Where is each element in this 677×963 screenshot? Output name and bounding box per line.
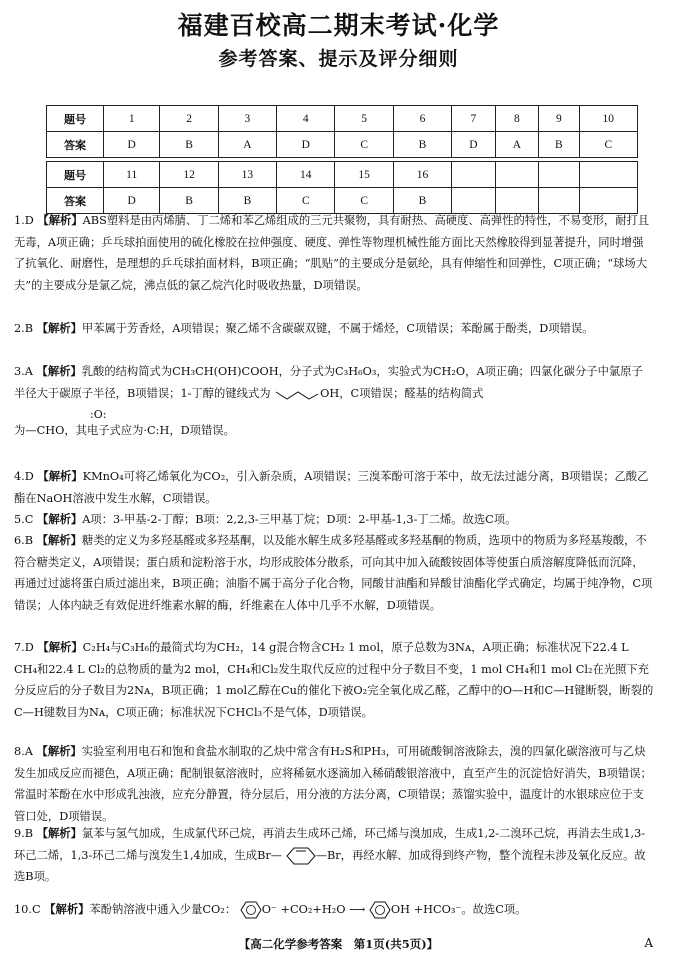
item-text: KMnO₄可将乙烯氧化为CO₂，引入新杂质，A项错误；三溴苯酚可溶于苯中，故无法过滤分离，B项错误；乙酸乙酯在NaOH溶液中发生水解，C项错误。	[14, 470, 649, 505]
answer-table	[46, 105, 638, 214]
item-number: 7.D	[14, 641, 34, 654]
benzene-ring-icon	[240, 900, 262, 920]
table-cell	[579, 162, 637, 188]
item-text: 苯酚钠溶液中通入少量CO₂：	[89, 903, 237, 916]
cyclohexadiene-ring-icon	[286, 846, 316, 866]
table-cell: C	[277, 188, 335, 214]
table-cell	[452, 162, 495, 188]
answer-explanation-5	[14, 509, 654, 531]
table-cell: D	[104, 188, 160, 214]
table-cell: D	[104, 132, 160, 158]
table-cell: 4	[277, 106, 335, 132]
item-number: 5.C	[14, 513, 34, 526]
benzene-ring-icon	[369, 900, 391, 920]
table-cell: 3	[218, 106, 276, 132]
item-number: 9.B	[14, 827, 34, 840]
table-cell: 5	[335, 106, 393, 132]
item-label: 【解析】	[36, 826, 82, 840]
table-row	[47, 106, 638, 132]
table-cell: C	[579, 132, 637, 158]
item-text: ABS塑料是由丙烯腈、丁二烯和苯乙烯组成的三元共聚物，具有耐热、高硬度、高弹性的特性，不易变形，耐打且无毒，A项正确；乒乓球拍面使用的硫化橡胶在拉伸强度、硬度、弹性等物理机械性能方面比天然橡胶得到显著提升，同时增强了抗氧化、耐磨性，是理想的乒乓球拍面材料，B项正确；“肌贴”的主要成分是氨纶，具有伸缩性和回弹性，C项正确；“球场大夫”的主要成分是氯乙烷，沸点低的氯乙烷汽化时吸收热量，D项错误。	[14, 214, 650, 292]
table-cell: 14	[277, 162, 335, 188]
table-cell: 6	[393, 106, 451, 132]
answer-explanation-9	[14, 823, 654, 888]
row-label: 题号	[47, 106, 104, 132]
answer-explanation-3	[14, 361, 654, 442]
item-number: 2.B	[14, 322, 34, 335]
table-cell: 1	[104, 106, 160, 132]
item-text: 糖类的定义为多羟基醛或多羟基酮，以及能水解生成多羟基醛或多羟基酮的物质，选项中的物质为多羟基羧酸，不符合糖类定义，A项错误；蛋白质和淀粉溶于水，均形成胶体分散系，可向其中加入硫酸铵固体等使蛋白质溶解度降低而沉降，再通过过滤将蛋白质过滤出来，B项正确；油脂不属于高分子化合物，同酸甘油酯和异酸甘油酯化学式确定，均属于纯净物，C项错误；人体内缺乏有效促进纤维素水解的酶，纤维素在人体中几乎不水解，D项错误。	[14, 534, 653, 612]
item-number: 3.A	[14, 365, 33, 378]
table-row	[47, 162, 638, 188]
table-cell: 16	[393, 162, 451, 188]
table-cell: 11	[104, 162, 160, 188]
item-text: 氯苯与氢气加成，生成氯代环己烷，再消去生成环己烯，环己烯与溴加成，生成1,2-二溴环己烷，再消去生成1,3-环己二烯，1,3-环己二烯与溴发生1,4加成，生成Br—	[14, 827, 646, 862]
answer-explanation-4	[14, 466, 654, 509]
item-text: OH，C项错误；醛基的结构简式	[320, 386, 484, 400]
answer-explanation-2	[14, 318, 654, 340]
item-text: A项：3-甲基-2-丁醇；B项：2,2,3-三甲基丁烷；D项：2-甲基-1,3-丁二烯。故选C项。	[82, 513, 517, 526]
item-text: —Br，再经水解、加成得到终产物，整个流程未涉及氧化反应。故选B项。	[14, 848, 646, 883]
answer-explanation-10	[14, 899, 654, 921]
item-text: OH +HCO₃⁻。故选C项。	[390, 903, 527, 916]
answer-explanation-7	[14, 637, 654, 723]
electron-formula-line	[14, 420, 654, 442]
item-number: 8.A	[14, 745, 33, 758]
item-text: 实验室利用电石和饱和食盐水制取的乙炔中常含有H₂S和PH₃，可用硫酸铜溶液除去，溴的四氯化碳溶液可与乙炔发生加成反应而褪色，A项正确；配制银氨溶液时，应将稀氨水逐滴加入稀硝酸银溶液中，直至产生的沉淀恰好消失，B项错误；常温时苯酚在水中形成乳浊液，应充分静置，待分层后，用分液的方法分离，C项错误；蒸馏实验中，温度计的水银球应位于支管口处，D项错误。	[14, 745, 652, 823]
item-label: 【解析】	[37, 469, 83, 483]
answer-explanation-8	[14, 741, 654, 827]
table-cell: C	[335, 132, 393, 158]
item-label: 【解析】	[36, 321, 82, 335]
table-cell: B	[160, 132, 218, 158]
item-number: 4.D	[14, 470, 34, 483]
table-cell: B	[539, 132, 579, 158]
item-text: 为—CHO，其电子式应为·C:H，D项错误。	[14, 424, 235, 437]
table-cell: D	[277, 132, 335, 158]
answer-explanation-1	[14, 210, 654, 296]
item-text: O⁻ +CO₂+H₂O ⟶	[261, 903, 366, 916]
item-text: C₂H₄与C₃H₆的最简式均为CH₂，14 g混合物含CH₂ 1 mol，原子总数为3Nᴀ，A项正确；标准状况下22.4 L CH₄和22.4 L Cl₂的总物质的量为2 mol，CH₄和Cl₂发生取代反应的过程中分子数目不变，1 mol CH₄和1 mol Cl₂在光照下充分反应后的分子数目为2Nᴀ，B项正确；1 mol乙醇在Cu的催化下被O₂完全氧化成乙醛，乙醇中的O—H和C—H键断裂，断裂的C—H键数目为Nᴀ，C项正确；标准状况下CHCl₃不是气体，D项错误。	[14, 641, 654, 719]
table-cell: A	[495, 132, 538, 158]
item-label: 【解析】	[36, 744, 82, 758]
electron-dots: :O:	[90, 408, 107, 421]
table-cell: B	[160, 188, 218, 214]
table-cell: 8	[495, 106, 538, 132]
table-cell: B	[393, 132, 451, 158]
item-label: 【解析】	[36, 364, 82, 378]
item-label: 【解析】	[37, 640, 83, 654]
table-cell: 10	[579, 106, 637, 132]
item-label: 【解析】	[37, 213, 83, 227]
table-cell: B	[393, 188, 451, 214]
item-number: 1.D	[14, 214, 34, 227]
table-cell: 7	[452, 106, 495, 132]
row-label: 答案	[47, 188, 104, 214]
table-cell: C	[335, 188, 393, 214]
item-label: 【解析】	[36, 533, 82, 547]
item-label: 【解析】	[44, 902, 90, 916]
table-row	[47, 132, 638, 158]
page-title: 福建百校高二期末考试·化学	[177, 11, 500, 40]
page-subtitle: 参考答案、提示及评分细则	[218, 48, 459, 70]
table-cell: 2	[160, 106, 218, 132]
item-text: 乳酸的结构简式为CH₃CH(OH)COOH，分子式为C₃H₆O₃，实验式为CH₂O，A项正确；四氯化碳分子中氯原子半径大于碳原子半径，B项错误；1-丁醇的键线式为	[14, 365, 643, 400]
item-number: 6.B	[14, 534, 34, 547]
table-cell: 13	[218, 162, 276, 188]
table-cell	[495, 162, 538, 188]
butanol-skeletal-formula	[274, 386, 320, 402]
row-label: 题号	[47, 162, 104, 188]
item-number: 10.C	[14, 903, 41, 916]
page-footer: 【高二化学参考答案 第1页(共5页)】	[238, 937, 439, 951]
table-cell: 12	[160, 162, 218, 188]
table-cell: A	[218, 132, 276, 158]
table-cell	[539, 162, 579, 188]
table-cell: 9	[539, 106, 579, 132]
row-label: 答案	[47, 132, 104, 158]
item-label: 【解析】	[37, 512, 83, 526]
item-text: 甲苯属于芳香烃，A项错误；聚乙烯不含碳碳双键，不属于烯烃，C项错误；苯酚属于酚类，D项错误。	[81, 322, 594, 335]
version-mark: A	[644, 936, 653, 950]
table-cell: 15	[335, 162, 393, 188]
answer-explanation-6	[14, 530, 654, 616]
table-cell: D	[452, 132, 495, 158]
table-cell: B	[218, 188, 276, 214]
